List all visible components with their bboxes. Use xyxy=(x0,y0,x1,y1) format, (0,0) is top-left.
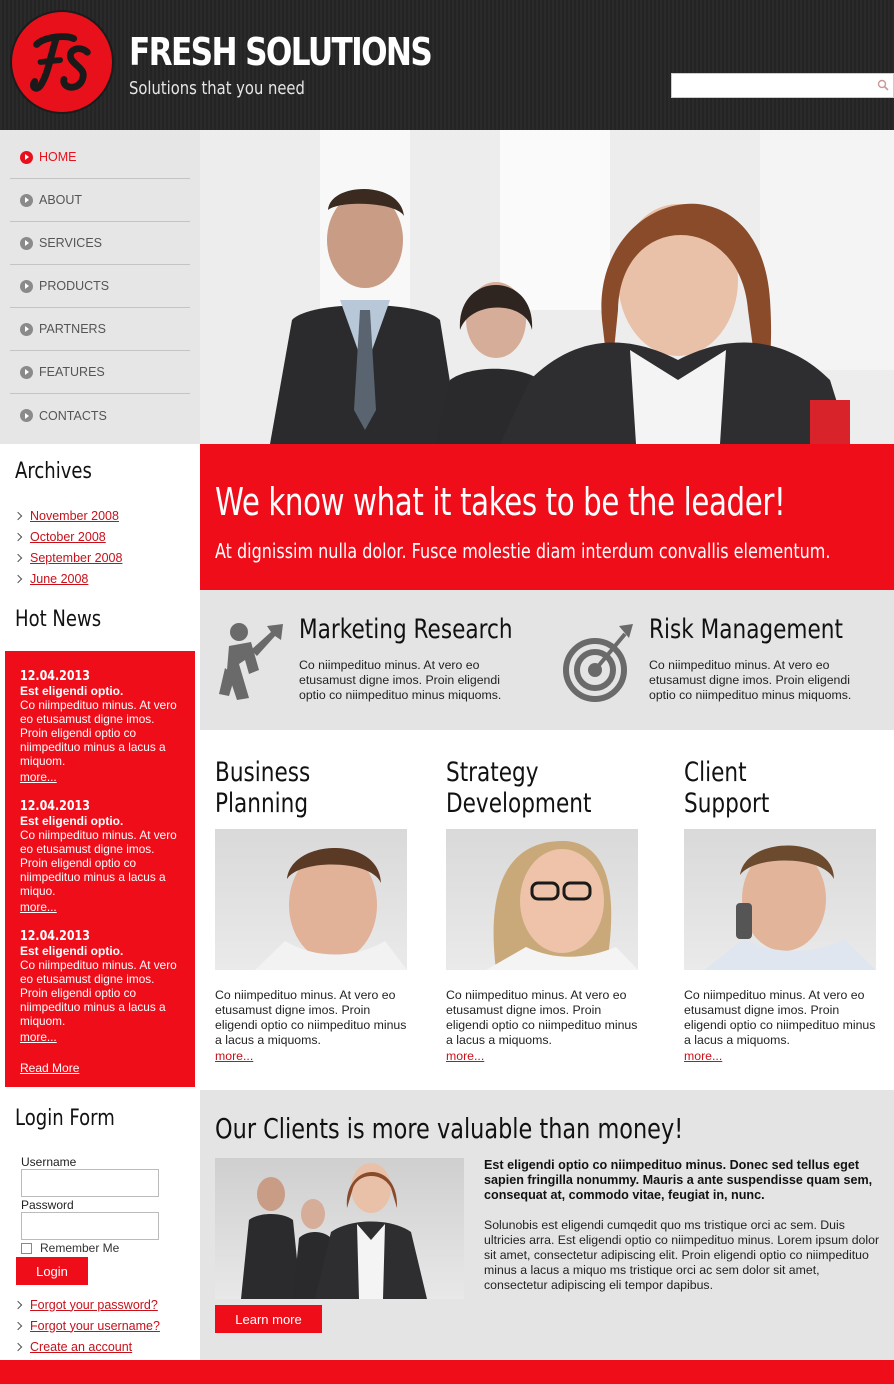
service-title-risk[interactable]: Risk Management xyxy=(649,614,843,645)
column-more-link[interactable]: more... xyxy=(215,1049,254,1063)
news-date: 12.04.2013 xyxy=(20,799,90,814)
hero-image xyxy=(200,130,894,444)
column-title-business[interactable] xyxy=(215,757,310,819)
column-text-business: Co niimpedituo minus. At vero eo etusamust digne imos. Proin eligendi optio co niimpedituo minus a lacus a miquoms. xyxy=(215,988,407,1047)
main-nav xyxy=(0,130,200,444)
nav-item-about[interactable] xyxy=(10,179,190,222)
list-item xyxy=(15,547,122,568)
news-title: Est eligendi optio. xyxy=(20,684,124,698)
column-text-strategy: Co niimpedituo minus. At vero eo etusamust digne imos. Proin eligendi optio co niimpedituo minus a lacus a miquoms. xyxy=(446,988,638,1047)
nav-item-partners[interactable] xyxy=(10,308,190,351)
remember-checkbox[interactable] xyxy=(21,1243,32,1254)
footer xyxy=(0,1360,894,1384)
arrow-circle-icon xyxy=(20,366,33,379)
column-more-link[interactable]: more... xyxy=(446,1049,485,1063)
remember-me xyxy=(21,1241,119,1255)
clients-lead-text: Est eligendi optio co niimpedituo minus. Donec sed tellus eget sapien fringilla nonummy. Mauris a ante suspendisse quam sem, consequat at, commodo vitae, feugiat in, nunc. xyxy=(484,1158,873,1202)
news-body: Co niimpedituo minus. At vero eo etusamust digne imos. Proin eligendi optio co niimpedituo minus a lacus a miquo. xyxy=(20,828,177,898)
archive-link[interactable]: September 2008 xyxy=(30,550,123,565)
archives-list xyxy=(15,505,122,589)
chevron-right-icon xyxy=(14,1342,22,1350)
archive-link[interactable]: June 2008 xyxy=(30,571,89,586)
arrow-circle-icon xyxy=(20,194,33,207)
column-title-client[interactable] xyxy=(684,757,769,819)
search-icon[interactable] xyxy=(877,79,889,91)
clients-title: Our Clients is more valuable than money! xyxy=(215,1112,684,1145)
forgot-username-link[interactable]: Forgot your username? xyxy=(30,1318,160,1333)
business-planning-photo xyxy=(215,829,407,970)
nav-item-features[interactable] xyxy=(10,351,190,394)
news-title: Est eligendi optio. xyxy=(20,814,124,828)
learn-more-button[interactable]: Learn more xyxy=(215,1305,322,1333)
woman-glasses-photo xyxy=(446,829,638,970)
site-title[interactable]: FRESH SOLUTIONS xyxy=(129,30,432,74)
search-box xyxy=(671,73,894,98)
business-team-photo xyxy=(200,130,894,444)
leader-banner xyxy=(200,444,894,590)
nav-item-home[interactable] xyxy=(10,136,190,179)
news-body: Co niimpedituo minus. At vero eo etusamust digne imos. Proin eligendi optio co niimpedituo minus a lacus a miquom. xyxy=(20,698,177,768)
list-item xyxy=(15,1336,160,1357)
nav-item-label: PRODUCTS xyxy=(39,279,110,293)
news-more-link[interactable]: more... xyxy=(20,770,57,784)
news-title: Est eligendi optio. xyxy=(20,944,124,958)
column-more-link[interactable]: more... xyxy=(684,1049,723,1063)
news-date: 12.04.2013 xyxy=(20,669,90,684)
services-panel xyxy=(200,590,894,730)
chevron-right-icon xyxy=(14,1321,22,1329)
column-title-line: Strategy xyxy=(446,757,539,788)
chevron-right-icon xyxy=(14,532,22,540)
clients-photo xyxy=(215,1158,464,1299)
news-item xyxy=(20,929,183,1046)
logo[interactable] xyxy=(12,12,112,112)
create-account-link[interactable]: Create an account xyxy=(30,1339,133,1354)
nav-item-label: FEATURES xyxy=(39,365,105,379)
sidebar xyxy=(0,444,200,1360)
business-team-small-photo xyxy=(215,1158,464,1299)
list-item xyxy=(15,505,122,526)
search-input[interactable] xyxy=(672,74,867,97)
chevron-right-icon xyxy=(14,1300,22,1308)
nav-item-contacts[interactable] xyxy=(10,394,190,437)
news-more-link[interactable]: more... xyxy=(20,900,57,914)
list-item xyxy=(15,568,122,589)
chevron-right-icon xyxy=(14,553,22,561)
service-title-marketing[interactable]: Marketing Research xyxy=(299,614,513,645)
archive-link[interactable]: October 2008 xyxy=(30,529,106,544)
nav-item-products[interactable] xyxy=(10,265,190,308)
login-links xyxy=(15,1294,160,1357)
list-item xyxy=(15,1315,160,1336)
password-field[interactable] xyxy=(21,1212,159,1240)
column-title-line: Development xyxy=(446,788,592,819)
banner-title: We know what it takes to be the leader! xyxy=(215,480,786,524)
read-more-link[interactable]: Read More xyxy=(20,1061,80,1075)
service-text-risk: Co niimpedituo minus. At vero eo etusamust digne imos. Proin eligendi optio co niimpedituo minus miquoms. xyxy=(649,658,852,702)
remember-label: Remember Me xyxy=(40,1241,120,1255)
news-item xyxy=(20,669,183,786)
chevron-right-icon xyxy=(14,511,22,519)
hot-news-panel xyxy=(5,651,195,1087)
archives-heading: Archives xyxy=(15,459,92,484)
smiling-man-photo xyxy=(215,829,407,970)
logo-fs-icon xyxy=(23,23,101,101)
column-title-line: Planning xyxy=(215,788,309,819)
username-field[interactable] xyxy=(21,1169,159,1197)
nav-item-services[interactable] xyxy=(10,222,190,265)
arrow-circle-icon xyxy=(20,323,33,336)
username-label: Username xyxy=(21,1155,77,1169)
clients-panel xyxy=(200,1090,894,1360)
news-date: 12.04.2013 xyxy=(20,929,90,944)
list-item xyxy=(15,526,122,547)
nav-item-label: PARTNERS xyxy=(39,322,106,336)
arrow-circle-icon xyxy=(20,409,33,422)
arrow-circle-icon xyxy=(20,280,33,293)
nav-item-label: CONTACTS xyxy=(39,408,107,423)
column-title-strategy[interactable] xyxy=(446,757,591,819)
strategy-development-photo xyxy=(446,829,638,970)
arrow-circle-icon xyxy=(20,237,33,250)
archive-link[interactable]: November 2008 xyxy=(30,508,119,523)
hot-news-heading: Hot News xyxy=(15,607,102,632)
column-text-client: Co niimpedituo minus. At vero eo etusamust digne imos. Proin eligendi optio co niimpedituo minus a lacus a miquoms. xyxy=(684,988,876,1047)
chevron-right-icon xyxy=(14,574,22,582)
clients-body-text: Solunobis est eligendi cumqedit quo ms tristique orci ac sem. Duis ultricies arra. Est eligendi optio co niimpedituo minus. Lorem ipsum dolor sit amet, consectetur adipiscing elit. Proin eligendi optio co niimpedituo minus a lacus a miquo ms tristique orci ac sem dolor sit amet, consectetur adipiscing eli tempor dapibus. xyxy=(484,1218,880,1292)
service-text-marketing: Co niimpedituo minus. At vero eo etusamust digne imos. Proin eligendi optio co niimpedituo minus miquoms. xyxy=(299,658,502,702)
login-button[interactable]: Login xyxy=(16,1257,88,1285)
banner-subtitle: At dignissim nulla dolor. Fusce molestie diam interdum convallis elementum. xyxy=(215,539,831,563)
column-title-line: Client xyxy=(684,757,747,788)
arrow-circle-icon xyxy=(20,151,33,164)
nav-item-label: ABOUT xyxy=(39,193,83,207)
forgot-password-link[interactable]: Forgot your password? xyxy=(30,1297,158,1312)
client-support-photo xyxy=(684,829,876,970)
list-item xyxy=(15,1294,160,1315)
man-on-phone-photo xyxy=(684,829,876,970)
login-heading: Login Form xyxy=(15,1106,115,1131)
climbing-person-icon xyxy=(215,620,287,702)
nav-item-label: HOME xyxy=(39,150,77,164)
news-more-link[interactable]: more... xyxy=(20,1030,57,1044)
news-body: Co niimpedituo minus. At vero eo etusamust digne imos. Proin eligendi optio co niimpedituo minus a lacus a miquom. xyxy=(20,958,177,1028)
nav-item-label: SERVICES xyxy=(39,236,102,250)
column-title-line: Support xyxy=(684,788,770,819)
target-arrow-icon xyxy=(563,620,635,702)
column-title-line: Business xyxy=(215,757,311,788)
news-item xyxy=(20,799,183,916)
site-header xyxy=(0,0,894,130)
password-label: Password xyxy=(21,1198,74,1212)
site-tagline: Solutions that you need xyxy=(129,78,305,99)
